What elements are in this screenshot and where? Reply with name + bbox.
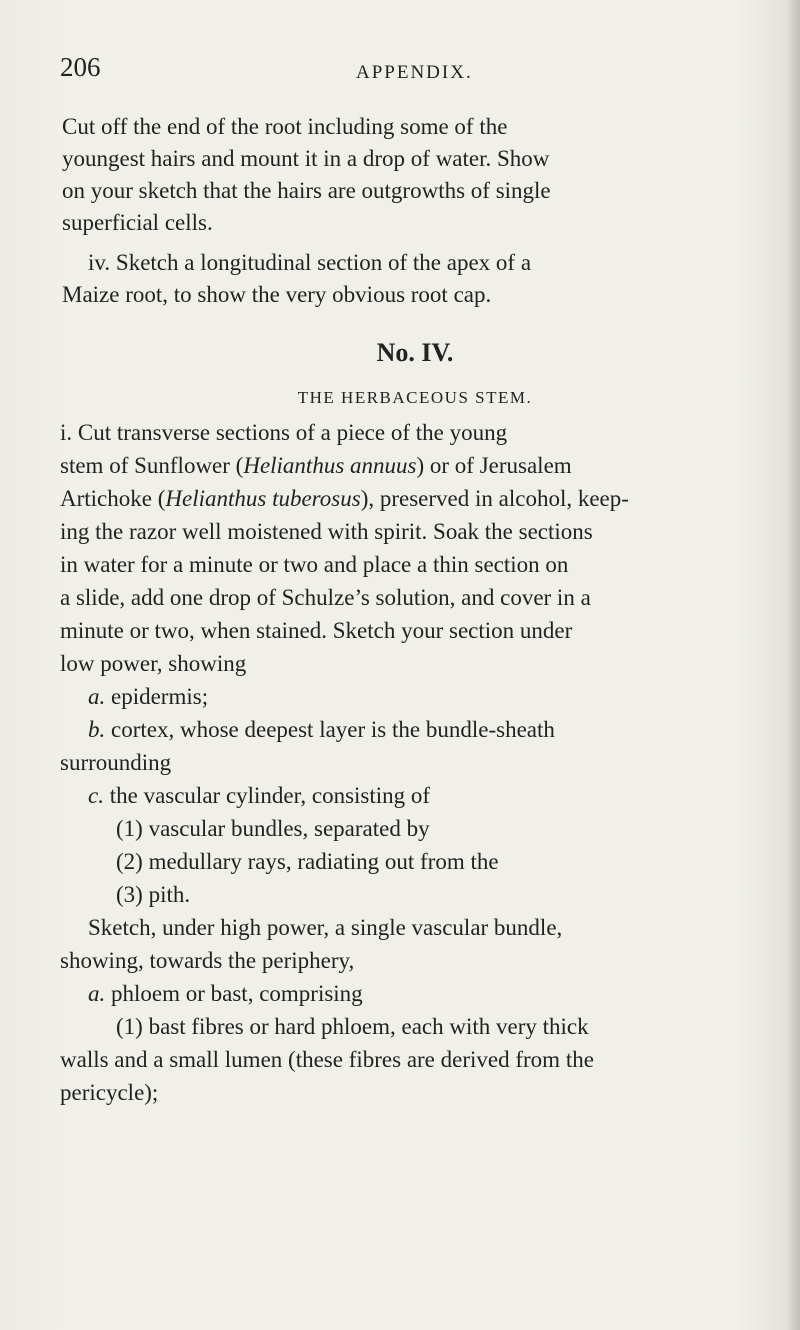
text-line: superficial cells. bbox=[62, 210, 213, 235]
section-title: THE HERBACEOUS STEM. bbox=[297, 388, 533, 407]
text-line: a slide, add one drop of Schulze’s solution, and cover in a bbox=[60, 585, 591, 610]
list-item: b. cortex, whose deepest layer is the bundle-sheath bbox=[88, 717, 555, 742]
text-line: low power, showing bbox=[60, 651, 247, 676]
text-line: minute or two, when stained. Sketch your section under bbox=[60, 618, 573, 643]
running-head: APPENDIX. bbox=[356, 62, 473, 83]
list-item: (1) vascular bundles, separated by bbox=[116, 816, 430, 841]
section-number: No. IV. bbox=[376, 338, 454, 367]
text-line: Maize root, to show the very obvious root cap. bbox=[62, 282, 492, 307]
list-item: a. phloem or bast, comprising bbox=[88, 981, 363, 1006]
text-line: i. Cut transverse sections of a piece of the young bbox=[60, 420, 508, 445]
list-item: (3) pith. bbox=[116, 882, 191, 907]
text-line: youngest hairs and mount it in a drop of water. Show bbox=[62, 146, 550, 171]
text-line: Cut off the end of the root including some of the bbox=[62, 114, 508, 139]
text-line: iv. Sketch a longitudinal section of the apex of a bbox=[88, 250, 532, 275]
text-line: in water for a minute or two and place a thin section on bbox=[60, 552, 569, 577]
text-line: showing, towards the periphery, bbox=[60, 948, 355, 973]
page-number: 206 bbox=[60, 52, 101, 82]
list-item: c. the vascular cylinder, consisting of bbox=[88, 783, 431, 808]
text-line: stem of Sunflower (Helianthus annuus) or of Jerusalem bbox=[60, 453, 572, 478]
list-item: a. epidermis; bbox=[88, 684, 209, 709]
text-line: walls and a small lumen (these fibres are derived from the bbox=[60, 1047, 594, 1072]
text-line: ing the razor well moistened with spirit. Soak the sections bbox=[60, 519, 593, 544]
text-line: surrounding bbox=[60, 750, 172, 775]
list-item: (1) bast fibres or hard phloem, each with very thick bbox=[116, 1014, 589, 1039]
text-line: Artichoke (Helianthus tuberosus), preserved in alcohol, keep- bbox=[60, 486, 629, 511]
text-line: pericycle); bbox=[60, 1080, 159, 1105]
text-line: Sketch, under high power, a single vascular bundle, bbox=[88, 915, 563, 940]
list-item: (2) medullary rays, radiating out from the bbox=[116, 849, 499, 874]
text-line: on your sketch that the hairs are outgrowths of single bbox=[62, 178, 551, 203]
page-edge-shadow bbox=[786, 0, 800, 1330]
